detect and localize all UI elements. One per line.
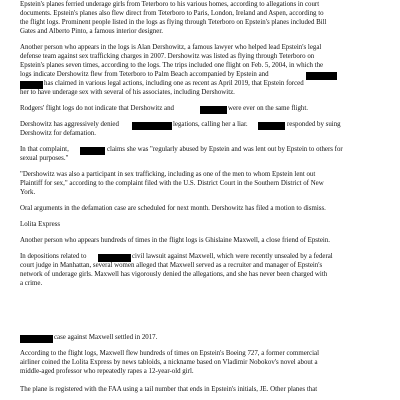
paragraph-line bbox=[0, 155, 400, 165]
redaction-block bbox=[20, 81, 43, 89]
text-run: middle-aged professor who repeatedly rapes a 12-year-old girl. bbox=[20, 368, 194, 375]
text-run: civil lawsuit against Maxwell, which were recently unsealed by a federal bbox=[132, 253, 333, 260]
text-run: Rodgers' flight logs do not indicate that Dershowitz and bbox=[20, 105, 174, 112]
paragraph-line bbox=[0, 205, 400, 215]
text-run: York. bbox=[20, 189, 36, 196]
text-run: logs indicate Dershowitz flew from Teterboro to Palm Beach accompanied by Epstein and bbox=[20, 71, 269, 78]
paragraph-line bbox=[0, 105, 400, 115]
section-heading bbox=[0, 221, 400, 231]
text-run: the flight logs. Prominent people listed in the logs as flying through Teterboro on Epstein's planes included Bill bbox=[20, 19, 327, 26]
text-run: According to the flight logs, Maxwell flew hundreds of times on Epstein's Boeing 727, a former commercial bbox=[20, 350, 320, 357]
heading-text: Lolita Express bbox=[20, 221, 60, 228]
text-run: Another person who appears in the logs is Alan Dershowitz, a famous lawyer who helped lead Epstein's legal bbox=[20, 44, 322, 51]
paragraph-line bbox=[0, 237, 400, 247]
text-run: In that complaint, bbox=[20, 146, 69, 153]
paragraph-line bbox=[0, 334, 400, 344]
text-run: network of underage girls. Maxwell has vigorously denied the allegations, and she has never been charged with bbox=[20, 271, 328, 278]
text-run: Oral arguments in the defamation case are scheduled for next month. Dershowitz has filed a motion to dismiss. bbox=[20, 205, 326, 212]
text-run: case against Maxwell settled in 2017. bbox=[54, 334, 158, 341]
text-run: The plane is registered with the FAA using a tail number that ends in Epstein's initials, JE. Other planes that bbox=[20, 386, 318, 393]
paragraph-line bbox=[0, 280, 400, 290]
text-run: airliner coined the Lolita Express by news tabloids, a nickname based on Vladimir Nobokov's novel about a bbox=[20, 359, 318, 366]
text-run: responded by suing bbox=[287, 121, 341, 128]
text-run: legations, calling her a liar. bbox=[173, 121, 248, 128]
paragraph-line bbox=[0, 89, 400, 99]
text-run: Dershowitz for defamation. bbox=[20, 130, 96, 137]
paragraph-line bbox=[0, 130, 400, 140]
text-run: sexual purposes." bbox=[20, 155, 69, 162]
text-run: documents. Epstein's planes also flew direct from Teterboro to Paris, London, Ireland and Aspen, according to bbox=[20, 10, 324, 17]
text-run: In depositions related to bbox=[20, 253, 87, 260]
redaction-block bbox=[98, 254, 131, 262]
text-run: were ever on the same flight. bbox=[228, 105, 308, 112]
text-run: has claimed in various legal actions, including one as recent as April 2019, that Epstein forced bbox=[44, 80, 304, 87]
text-run: Another person who appears hundreds of times in the flight logs is Ghislaine Maxwell, a close friend of Epstein. bbox=[20, 237, 331, 244]
text-run: Gates and Alberto Pinto, a famous interior designer. bbox=[20, 28, 163, 35]
text-run: Plaintiff for sex," according to the complaint filed with the U.S. District Court in the Southern District of New bbox=[20, 180, 324, 187]
text-run: Epstein's planes ferried underage girls from Teterboro to his various homes, according to allegations in court bbox=[20, 1, 320, 8]
redaction-block bbox=[132, 122, 172, 130]
text-run: Dershowitz has aggressively denied bbox=[20, 121, 119, 128]
paragraph-line bbox=[0, 386, 400, 396]
text-run: a crime. bbox=[20, 280, 43, 287]
redaction-block bbox=[306, 72, 337, 80]
text-run: Epstein's planes seven times, according to the logs. The trips included one flight on Feb. 5, 2004, in which the bbox=[20, 62, 324, 69]
text-run: her to have underage sex with several of his associates, including Dershowitz. bbox=[20, 89, 235, 96]
redaction-block bbox=[258, 122, 285, 130]
text-run: "Dershowitz was also a participant in sex trafficking, including as one of the men to whom Epstein lent out bbox=[20, 171, 316, 178]
text-run: claims she was "regularly abused by Epstein and was lent out by Epstein to others for bbox=[107, 146, 343, 153]
redaction-block bbox=[200, 106, 227, 114]
redaction-block bbox=[80, 147, 105, 155]
text-run: defense team against sex trafficking charges in 2007. Dershowitz was listed as flying through Teterboro on bbox=[20, 53, 315, 60]
paragraph-line bbox=[0, 28, 400, 38]
text-run: court judge in Manhattan, several women alleged that Maxwell served as a recruiter and manager of Epstein's bbox=[20, 262, 323, 269]
paragraph-line bbox=[0, 189, 400, 199]
paragraph-line bbox=[0, 368, 400, 378]
redaction-block bbox=[20, 335, 53, 343]
